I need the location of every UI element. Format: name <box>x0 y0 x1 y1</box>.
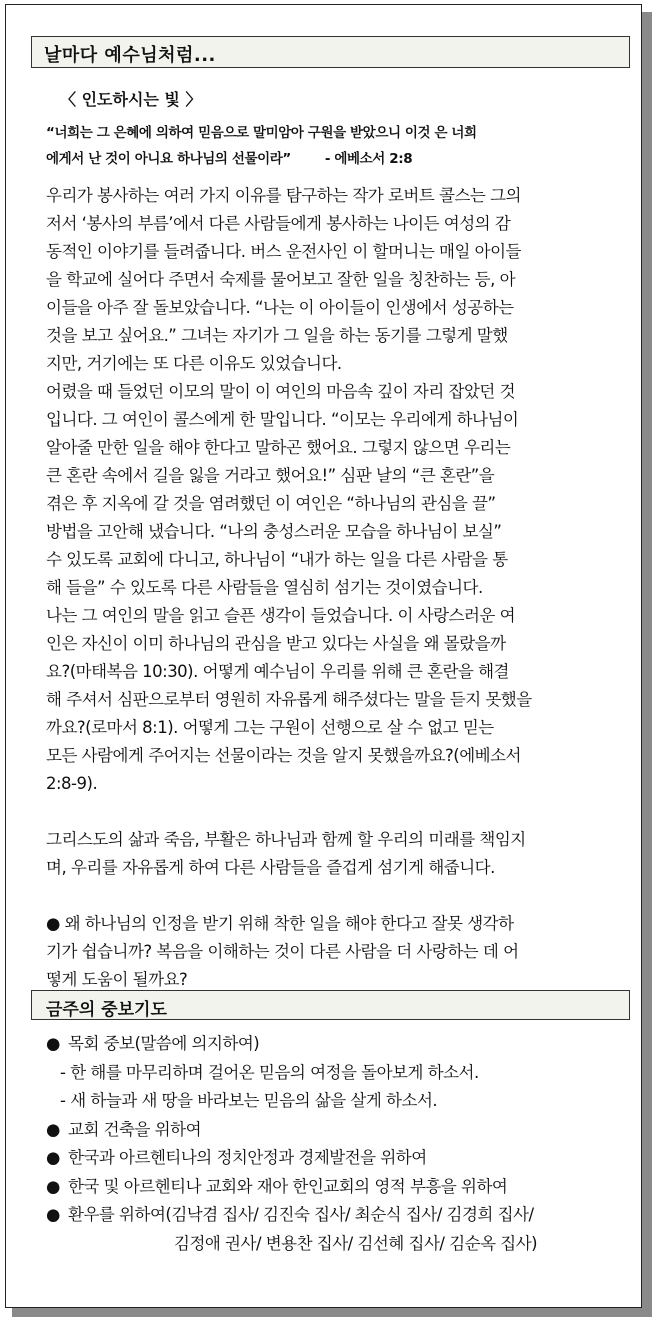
prayer-item-text: 한국과 아르헨티나의 정치안정과 경제발전을 위하여 <box>68 1148 427 1167</box>
body-line: 입니다. 그 여인이 콜스에게 한 말입니다. “이모는 우리에게 하나님이 <box>46 410 519 429</box>
prayer-item <box>46 1144 621 1173</box>
body-line: 모든 사람에게 주어지는 선물이라는 것을 알지 못했을까요?(에베소서 <box>46 746 521 765</box>
body-line: 알아줄 만한 일을 해야 한다고 말하곤 했어요. 그렇지 않으면 우리는 <box>46 438 511 457</box>
body-line: 저서 ‘봉사의 부름’에서 다른 사람들에게 봉사하는 나이든 여성의 감 <box>46 214 511 233</box>
scripture-verse <box>46 120 621 172</box>
bullet-icon: ● <box>46 1034 60 1053</box>
bullet-icon: ● <box>46 1119 60 1139</box>
prayer-list <box>46 1030 621 1258</box>
verse-line: “너희는 그 은혜에 의하여 믿음으로 말미암아 구원을 받았으니 이것 은 너희 <box>46 125 477 141</box>
prayer-item-text: 김정애 권사/ 변용찬 집사/ 김선혜 집사/ 김순옥 집사) <box>174 1233 538 1253</box>
body-line: 우리가 봉사하는 여러 가지 이유를 탐구하는 작가 로버트 콜스는 그의 <box>46 186 521 205</box>
prayer-item-text: - 새 하늘과 새 땅을 바라보는 믿음의 삶을 살게 하소서. <box>60 1091 438 1110</box>
devotion-title-box <box>31 36 630 68</box>
body-line: 나는 그 여인의 말을 읽고 슬픈 생각이 들었습니다. 이 사랑스러운 여 <box>46 606 516 625</box>
body-line: 요?(마태복음 10:30). 어떻게 예수님이 우리를 위해 큰 혼란을 해결 <box>46 662 509 681</box>
prayer-item <box>46 1230 621 1259</box>
prayer-item-text: 환우를 위하여(김낙겸 집사/ 김진숙 집사/ 최순식 집사/ 김경희 집사/ <box>68 1205 534 1224</box>
prayer-item-text: 한국 및 아르헨티나 교회와 재아 한인교회의 영적 부흥을 위하여 <box>68 1176 508 1196</box>
devotion-title: 날마다 예수님처럼... <box>44 45 216 66</box>
verse-line-with-ref <box>46 146 621 172</box>
prayer-title-box <box>31 990 630 1020</box>
body-line: 동적인 이야기를 들려줍니다. 버스 운전사인 이 할머니는 매일 아이들 <box>46 242 521 261</box>
body-line: 어렸을 때 들었던 이모의 말이 이 여인의 마음속 깊이 자리 잡았던 것 <box>46 382 516 401</box>
prayer-item <box>46 1116 621 1145</box>
verse-reference: - 에베소서 2:8 <box>324 151 413 167</box>
prayer-item <box>46 1030 621 1059</box>
prayer-item <box>46 1087 621 1116</box>
body-line: 수 있도록 교회에 다니고, 하나님이 “내가 하는 일을 다른 사람을 통 <box>46 550 508 569</box>
body-line: 인은 자신이 이미 하나님의 관심을 받고 있다는 사실을 왜 몰랐을까 <box>46 634 506 653</box>
prayer-item-text: - 한 해를 마무리하며 걸어온 믿음의 여정을 돌아보게 하소서. <box>60 1062 479 1082</box>
body-line: ● 왜 하나님의 인정을 받기 위해 착한 일을 해야 한다고 잘못 생각하 <box>46 914 514 933</box>
devotion-subtitle: 〈 인도하시는 빛 〉 <box>60 90 202 109</box>
verse-line: 에게서 난 것이 아니요 하나님의 선물이라” <box>46 151 291 167</box>
paragraph-gap <box>46 882 621 910</box>
prayer-item <box>46 1201 621 1230</box>
devotion-body <box>46 182 621 994</box>
body-line: 겪은 후 지옥에 갈 것을 염려했던 이 여인은 “하나님의 관심을 끌” <box>46 494 496 513</box>
body-line: 해 주셔서 심판으로부터 영원히 자유롭게 해주셨다는 말을 듣지 못했을 <box>46 690 532 709</box>
body-line: 것을 보고 싶어요.” 그녀는 자기가 그 일을 하는 동기를 그렇게 말했 <box>46 326 508 345</box>
body-line: 떻게 도움이 될까요? <box>46 970 188 989</box>
prayer-item <box>46 1059 621 1088</box>
body-line: 까요?(로마서 8:1). 어떻게 그는 구원이 선행으로 살 수 없고 믿는 <box>46 718 494 737</box>
bullet-icon: ● <box>46 1176 60 1196</box>
prayer-item <box>46 1173 621 1202</box>
prayer-item-text: 목회 중보(말씀에 의지하여) <box>68 1034 260 1053</box>
body-line: 이들을 아주 잘 돌보았습니다. “나는 이 아이들이 인생에서 성공하는 <box>46 298 514 317</box>
paragraph-gap <box>46 798 621 826</box>
body-line: 2:8-9). <box>46 774 98 793</box>
body-line: 큰 혼란 속에서 길을 잃을 거라고 했어요!” 심판 날의 “큰 혼란”을 <box>46 466 495 485</box>
body-line: 을 학교에 실어다 주면서 숙제를 물어보고 잘한 일을 칭찬하는 등, 아 <box>46 270 516 289</box>
body-line: 그리스도의 삶과 죽음, 부활은 하나님과 함께 할 우리의 미래를 책임지 <box>46 830 526 849</box>
prayer-title: 금주의 중보기도 <box>46 1000 167 1020</box>
body-line: 해 들을” 수 있도록 다른 사람들을 열심히 섬기는 것이였습니다. <box>46 578 483 597</box>
body-line: 방법을 고안해 냈습니다. “나의 충성스러운 모습을 하나님이 보실” <box>46 522 502 541</box>
body-line: 기가 쉽습니까? 복음을 이해하는 것이 다른 사람을 더 사랑하는 데 어 <box>46 942 519 961</box>
bullet-icon: ● <box>46 1205 60 1224</box>
bullet-icon: ● <box>46 1148 60 1167</box>
body-line: 며, 우리를 자유롭게 하여 다른 사람들을 즐겁게 섬기게 해줍니다. <box>46 858 495 877</box>
body-line: 지만, 거기에는 또 다른 이유도 있었습니다. <box>46 354 342 373</box>
prayer-item-text: 교회 건축을 위하여 <box>68 1119 202 1139</box>
